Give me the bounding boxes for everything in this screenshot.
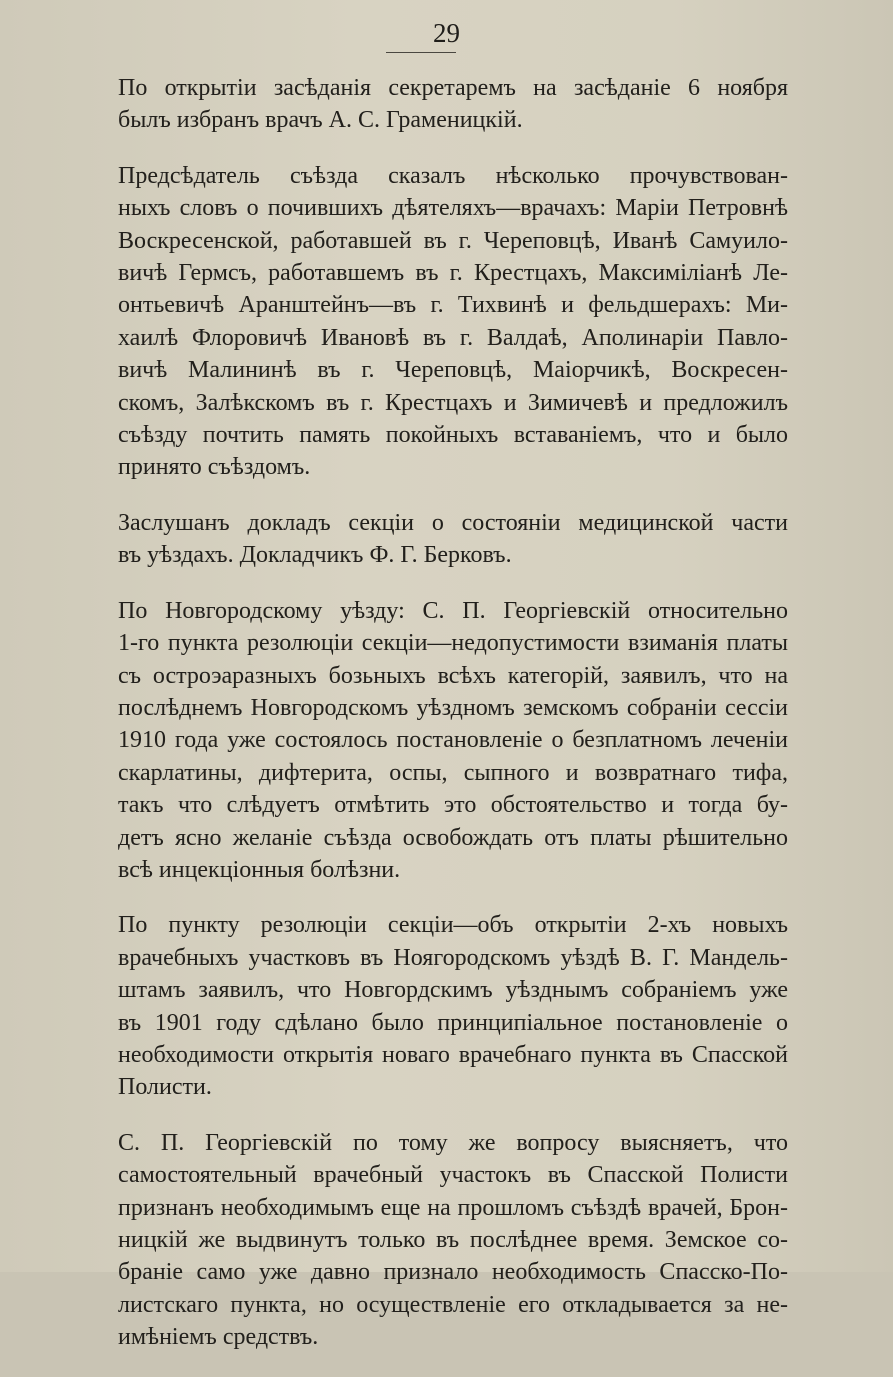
text-line: признанъ необходимымъ еще на прошломъ съѣздѣ врачей, Брон- <box>118 1194 788 1221</box>
text-line: онтьевичѣ Аранштейнъ—въ г. Тихвинѣ и фельдшерахъ: Ми- <box>118 292 788 319</box>
text-line: 1910 года уже состоялось постановленіе о безплатномъ леченіи <box>118 727 788 754</box>
text-line: всѣ инцекціонныя болѣзни. <box>118 856 401 883</box>
text-line: Заслушанъ докладъ секціи о состояніи медицинской части <box>118 509 788 536</box>
text-line: Воскресенской, работавшей въ г. Череповцѣ, Иванѣ Самуило- <box>118 227 788 254</box>
page-number-rule <box>386 52 456 53</box>
text-line: скарлатины, дифтерита, оспы, сыпного и возвратнаго тифа, <box>118 759 788 786</box>
text-line: По пункту резолюціи секціи—объ открытіи 2-хъ новыхъ <box>118 912 788 939</box>
paragraph <box>118 507 788 572</box>
body-text <box>118 72 788 1377</box>
text-line: вичѣ Малининѣ въ г. Череповцѣ, Маіорчикѣ, Воскресен- <box>118 357 788 384</box>
text-line: скомъ, Залѣкскомъ въ г. Крестцахъ и Зимичевѣ и предложилъ <box>118 389 788 416</box>
text-line: съѣзду почтить память покойныхъ вставаніемъ, что и было <box>118 422 788 449</box>
text-line: листскаго пункта, но осуществленіе его откладывается за не- <box>118 1291 788 1318</box>
text-line: С. П. Георгіевскій по тому же вопросу выясняетъ, что <box>118 1129 788 1156</box>
text-line: По Новгородскому уѣзду: С. П. Георгіевскій относительно <box>118 597 788 624</box>
text-line: имѣніемъ средствъ. <box>118 1324 319 1351</box>
text-line: врачебныхъ участковъ въ Ноягородскомъ уѣздѣ В. Г. Мандель- <box>118 944 788 971</box>
text-line: съ остроэаразныхъ бозьныхъ всѣхъ категорій, заявилъ, что на <box>118 662 788 689</box>
text-line: въ 1901 году сдѣлано было принципіальное постановленіе о <box>118 1009 788 1036</box>
text-line: необходимости открытія новаго врачебнаго пункта въ Спасской <box>118 1041 788 1068</box>
text-line: детъ ясно желаніе съѣзда освобождать отъ платы рѣшительно <box>118 824 788 851</box>
text-line: принято съѣздомъ. <box>118 454 311 481</box>
text-line: По открытіи засѣданія секретаремъ на засѣданіе 6 ноября <box>118 75 788 101</box>
paragraph <box>118 160 788 484</box>
paragraph <box>118 1127 788 1354</box>
text-line: браніе само уже давно признало необходимость Спасско-По- <box>118 1259 788 1286</box>
text-line: Предсѣдатель съѣзда сказалъ нѣсколько прочувствован- <box>118 162 788 189</box>
paragraph <box>118 595 788 887</box>
text-line: ныхъ словъ о почившихъ дѣятеляхъ—врачахъ: Маріи Петровнѣ <box>118 195 788 222</box>
text-line: штамъ заявилъ, что Новгордскимъ уѣзднымъ собраніемъ уже <box>118 977 788 1004</box>
text-line: вичѣ Гермсъ, работавшемъ въ г. Крестцахъ, Максиміліанѣ Ле- <box>118 260 788 287</box>
text-line: послѣднемъ Новгородскомъ уѣздномъ земскомъ собраніи сессіи <box>118 694 788 721</box>
text-line: такъ что слѣдуетъ отмѣтить это обстоятельство и тогда бу- <box>118 792 788 819</box>
text-line: самостоятельный врачебный участокъ въ Спасской Полисти <box>118 1162 788 1189</box>
text-line: 1-го пункта резолюціи секціи—недопустимости взиманія платы <box>118 630 788 657</box>
text-line: Полисти. <box>118 1074 212 1101</box>
paragraph <box>118 909 788 1103</box>
paragraph <box>118 72 788 137</box>
text-line: въ уѣздахъ. Докладчикъ Ф. Г. Берковъ. <box>118 542 512 569</box>
text-line: былъ избранъ врачъ А. С. Граменицкій. <box>118 107 523 134</box>
page-number: 29 <box>433 18 460 48</box>
text-line: ницкій же выдвинутъ только въ послѣднее время. Земское со- <box>118 1227 788 1253</box>
text-line: хаилѣ Флоровичѣ Ивановѣ въ г. Валдаѣ, Аполинаріи Павло- <box>118 324 788 351</box>
